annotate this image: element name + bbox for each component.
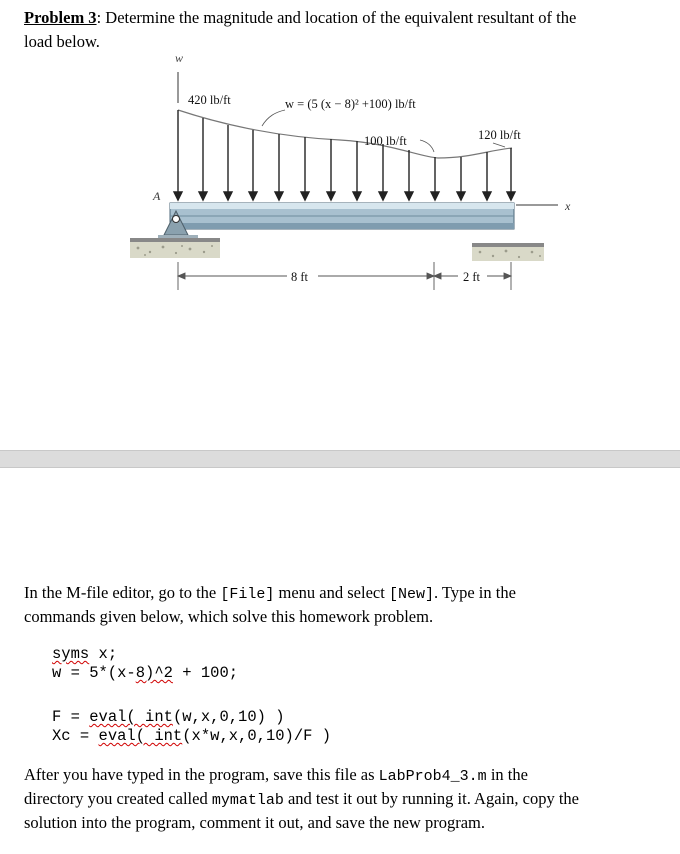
code-token: F =: [52, 708, 90, 726]
code-token: w = 5*(x-: [52, 664, 136, 682]
pin-icon: [173, 216, 180, 223]
instructions-line1: [24, 581, 516, 607]
code-line-4: [52, 727, 331, 746]
beam-top-flange: [170, 203, 514, 209]
after-line3: solution into the program, comment it out, and save the new program.: [24, 813, 485, 832]
new-item-ref: [New]: [388, 586, 434, 603]
load-arrow: [174, 110, 182, 200]
load-arrow: [327, 139, 335, 200]
filename-ref: LabProb4_3.m: [378, 768, 487, 785]
problem-label: Problem 3: [24, 8, 97, 27]
load-arrow: [457, 157, 465, 200]
dimension-lines: [178, 262, 511, 290]
problem-text-line1: : Determine the magnitude and location of the equivalent resultant of the: [96, 8, 577, 27]
code-token: x;: [89, 645, 118, 663]
code-token: (x*w,x,0,10)/F ): [182, 727, 332, 745]
load-arrow: [483, 152, 491, 200]
after-line2: [24, 787, 579, 813]
load-min-label: 100 lb/ft: [364, 134, 407, 148]
after-text: and test it out by running it. Again, copy the: [283, 789, 579, 808]
load-right-label: 120 lb/ft: [478, 128, 521, 142]
load-arrow: [275, 134, 283, 200]
code-token: Xc =: [52, 727, 99, 745]
code-line-2: [52, 664, 238, 683]
instr-text: In the M-file editor, go to the: [24, 583, 221, 602]
load-arrow: [431, 157, 439, 200]
after-line1: [24, 763, 528, 789]
code-token: (w,x,0,10) ): [172, 708, 285, 726]
load-equation-label: w = (5 (x − 8)² +100) lb/ft: [285, 97, 416, 111]
instructions-line2: commands given below, which solve this homework problem.: [24, 607, 434, 626]
beam-load-figure: [0, 0, 680, 300]
x-axis-label: x: [565, 199, 571, 213]
load-arrow: [199, 118, 207, 200]
after-text: in the: [486, 765, 528, 784]
ground-left-line: [130, 238, 220, 242]
after-text: directory you created called: [24, 789, 212, 808]
problem-text-line2: load below.: [24, 32, 100, 51]
load-arrow: [507, 148, 515, 200]
right-leader: [493, 143, 505, 147]
dim-right-label: 2 ft: [463, 270, 481, 284]
code-token: eval( int: [98, 727, 183, 745]
load-arrow: [405, 150, 413, 200]
load-arrow: [224, 125, 232, 200]
load-arrow: [301, 137, 309, 200]
ground-right: [472, 247, 544, 261]
load-left-label: 420 lb/ft: [188, 93, 231, 107]
code-token: 8)^2: [135, 664, 173, 682]
directory-ref: mymatlab: [211, 792, 284, 809]
instr-text: . Type in the: [433, 583, 516, 602]
load-arrow: [249, 130, 257, 200]
ground-left: [130, 242, 220, 258]
equation-leader: [262, 110, 285, 126]
code-token: eval( int: [89, 708, 173, 726]
code-line-1: [52, 645, 117, 664]
beam-bottom-flange: [170, 223, 514, 229]
code-token: + 100;: [172, 664, 239, 682]
w-axis-label: w: [175, 51, 184, 65]
after-text: After you have typed in the program, save this file as: [24, 765, 379, 784]
code-line-3: [52, 708, 285, 727]
file-menu-ref: [File]: [220, 586, 275, 603]
page-separator: [0, 450, 680, 468]
min-leader: [420, 140, 434, 152]
load-arrow: [353, 141, 361, 200]
instr-text: menu and select: [274, 583, 389, 602]
ground-right-line: [472, 243, 544, 247]
load-arrow: [379, 144, 387, 200]
code-token: syms: [52, 645, 90, 663]
dim-left-label: 8 ft: [291, 270, 309, 284]
point-a-label: A: [153, 189, 161, 203]
